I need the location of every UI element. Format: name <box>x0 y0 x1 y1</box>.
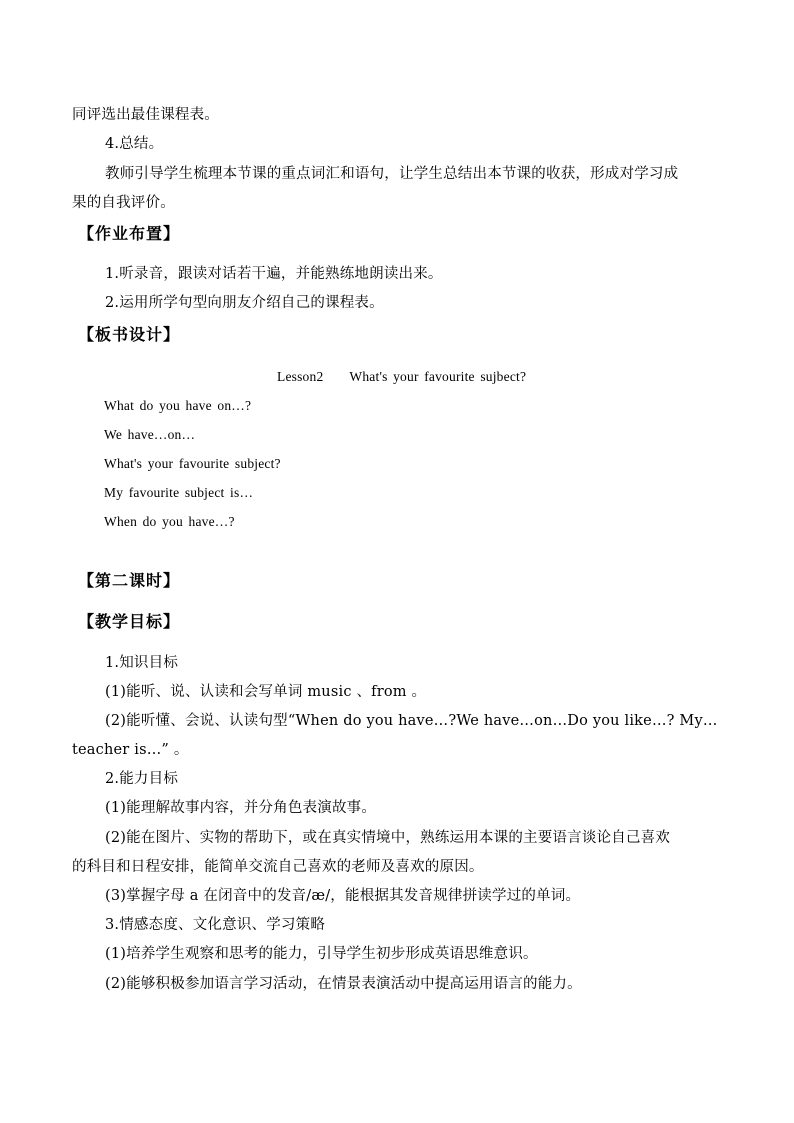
board-sentence: What's your favourite subject? <box>104 456 281 471</box>
goal-item: (1)能听、说、认读和会写单词 music 、from 。 <box>105 684 427 700</box>
heading-homework: 【作业布置】 <box>78 224 181 243</box>
homework-item: 2.运用所学句型向朋友介绍自己的课程表。 <box>105 295 384 311</box>
board-sentence: My favourite subject is… <box>104 485 254 500</box>
goal-item: (2)能听懂、会说、认读句型“When do you have…?We have…on…Do you like…? My… <box>105 713 718 729</box>
board-lesson-title: What's your favourite sujbect? <box>349 369 527 384</box>
section-item-summary: 4.总结。 <box>105 136 164 152</box>
heading-second-lesson: 【第二课时】 <box>78 571 181 590</box>
goal-heading: 2.能力目标 <box>105 771 179 787</box>
board-title <box>277 367 526 387</box>
homework-item: 1.听录音，跟读对话若干遍，并能熟练地朗读出来。 <box>105 266 443 282</box>
goal-item: (2)能在图片、实物的帮助下，或在真实情境中，熟练运用本课的主要语言谈论自己喜欢 <box>105 830 671 846</box>
goal-item: (3)掌握字母 a 在闭音中的发音/æ/，能根据其发音规律拼读学过的单词。 <box>105 888 581 904</box>
goal-item: (2)能够积极参加语言学习活动，在情景表演活动中提高运用语言的能力。 <box>105 976 582 992</box>
heading-board-design: 【板书设计】 <box>78 325 181 344</box>
goal-item: (1)培养学生观察和思考的能力，引导学生初步形成英语思维意识。 <box>105 946 538 962</box>
board-lesson-label: Lesson2 <box>277 369 324 384</box>
board-sentence: When do you have…? <box>104 514 235 529</box>
goal-heading: 3.情感态度、文化意识、学习策略 <box>105 917 326 933</box>
paragraph-line: 同评选出最佳课程表。 <box>72 107 219 123</box>
goal-item: (1)能理解故事内容，并分角色表演故事。 <box>105 800 377 816</box>
board-sentence: What do you have on…? <box>104 398 252 413</box>
heading-teaching-goals: 【教学目标】 <box>78 612 181 631</box>
goal-heading: 1.知识目标 <box>105 655 179 671</box>
goal-item-continued: 的科目和日程安排，能简单交流自己喜欢的老师及喜欢的原因。 <box>72 859 484 875</box>
paragraph-line: 果的自我评价。 <box>72 195 175 211</box>
board-sentence: We have…on… <box>104 427 196 442</box>
goal-item-continued: teacher is…” 。 <box>72 742 189 758</box>
paragraph-line: 教师引导学生梳理本节课的重点词汇和语句，让学生总结出本节课的收获，形成对学习成 <box>105 166 679 182</box>
